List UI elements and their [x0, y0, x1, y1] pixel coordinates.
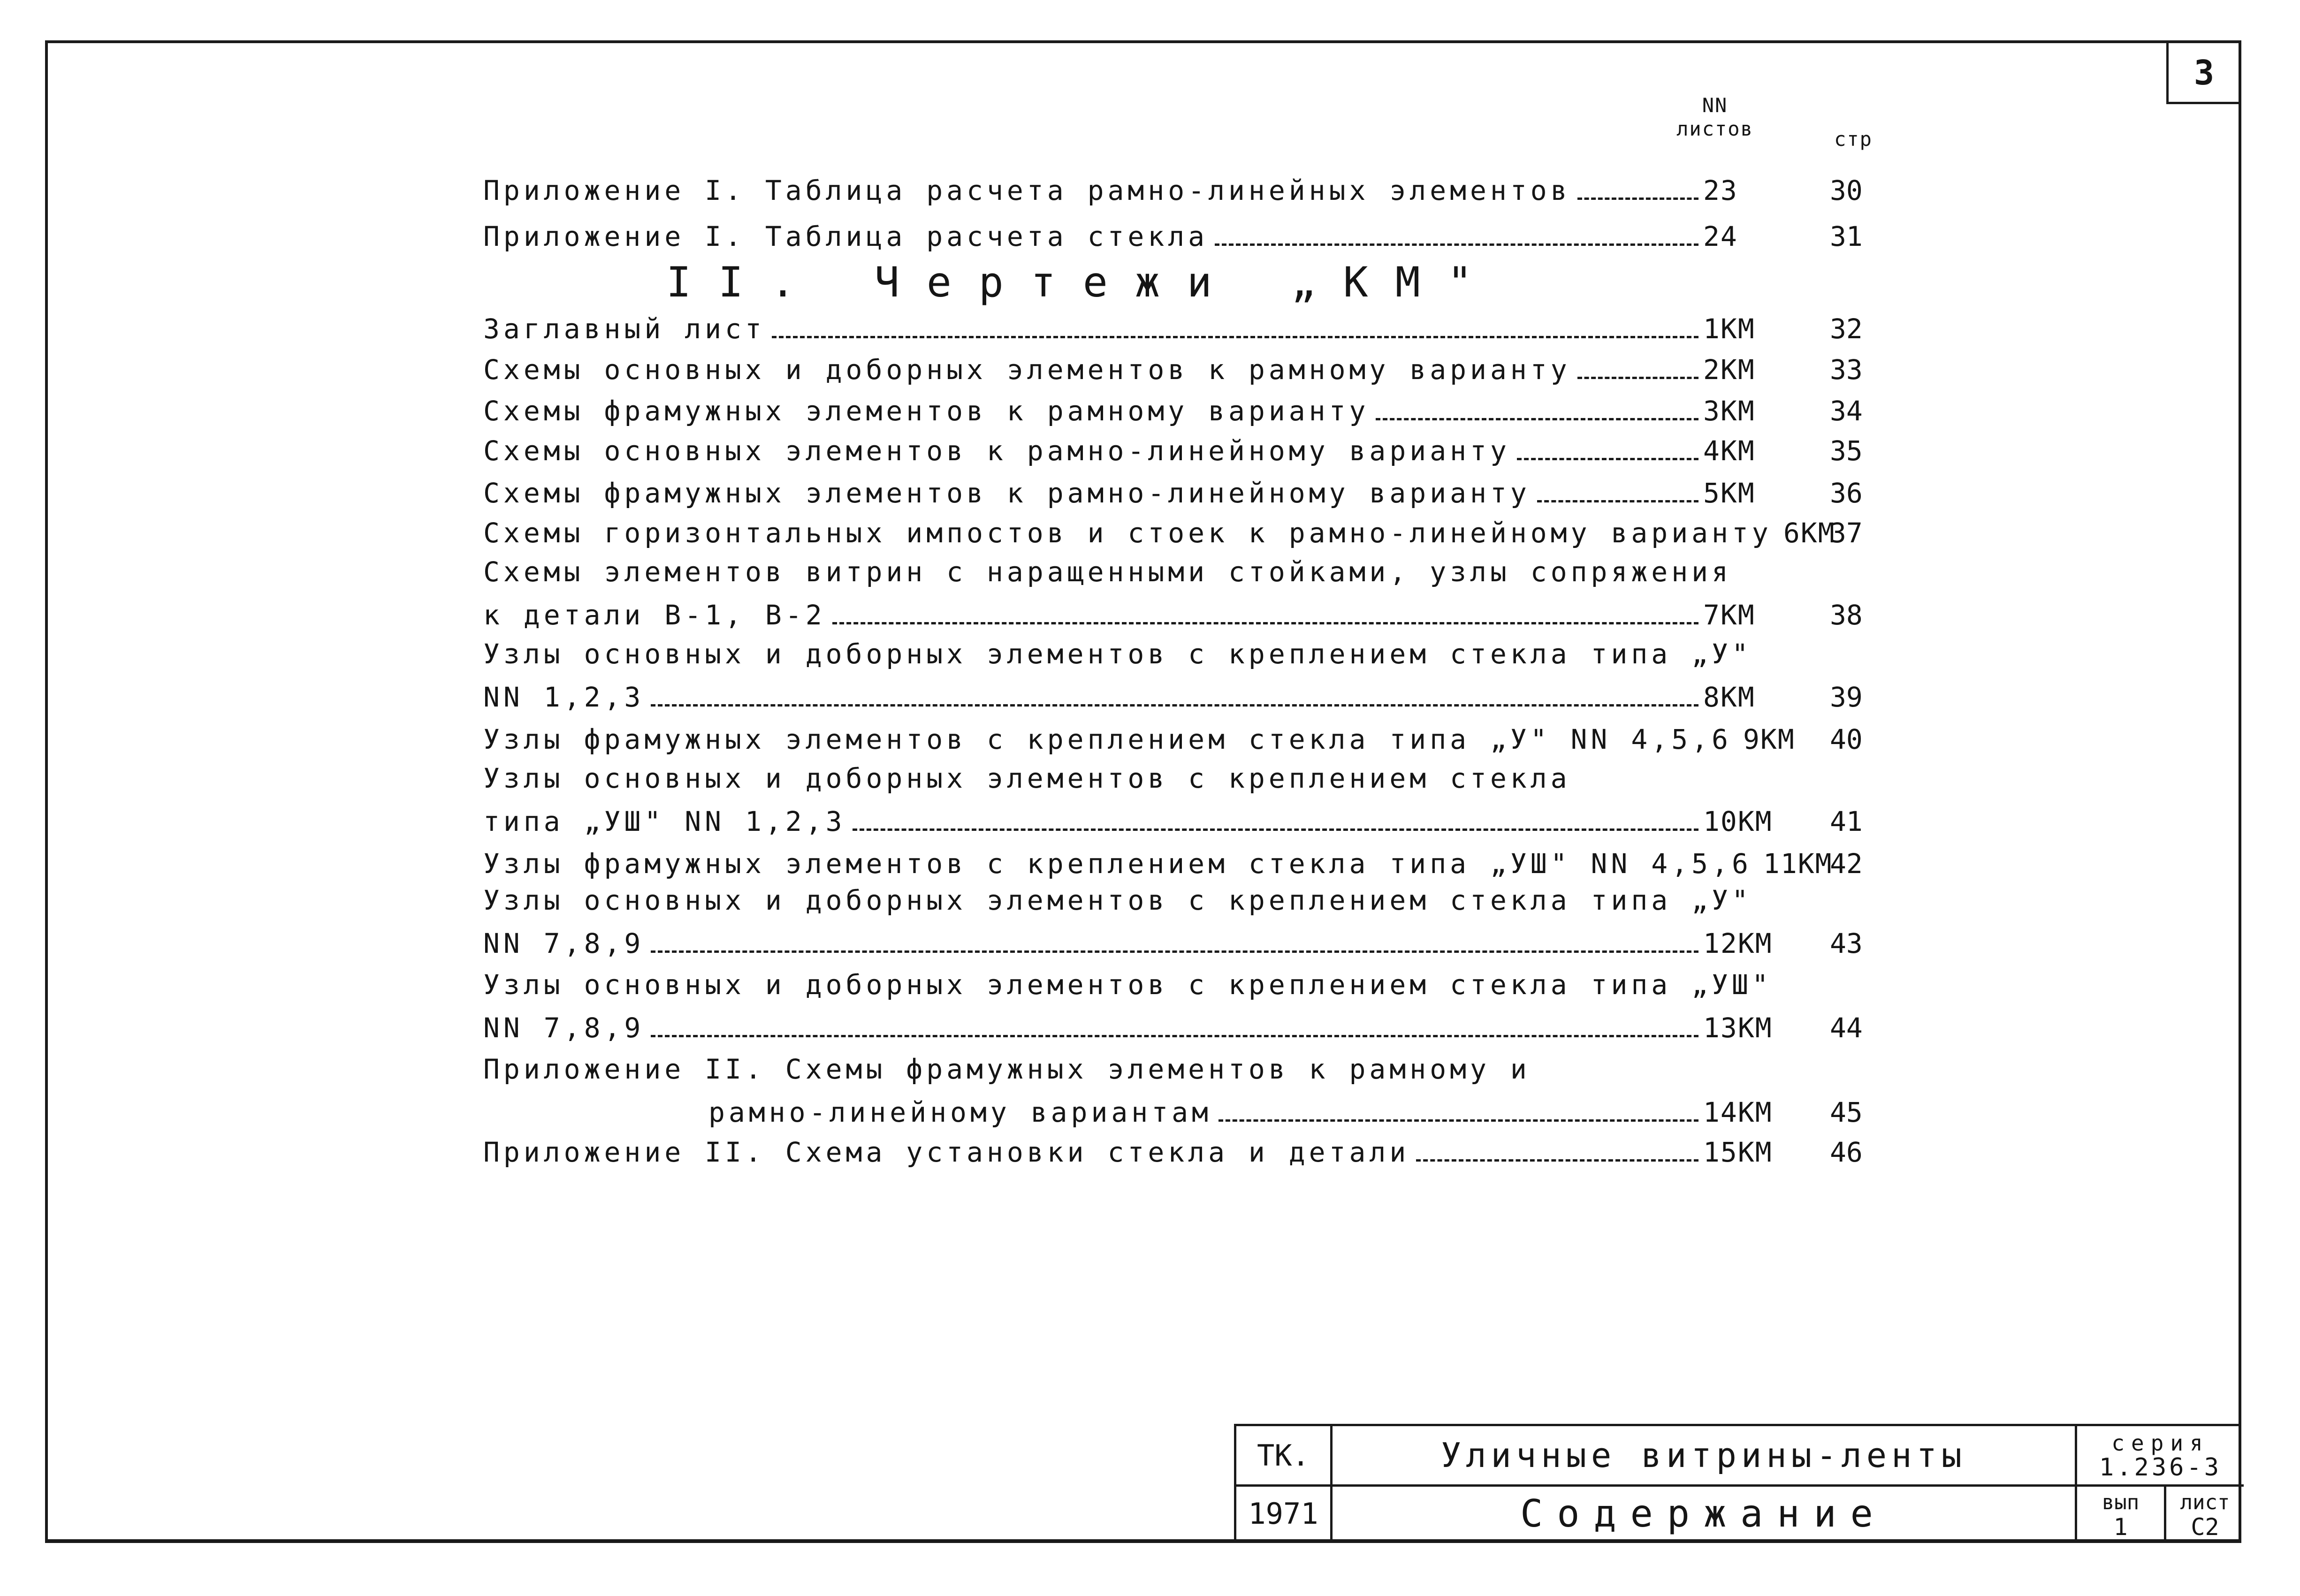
series-value: 1.236-3	[2099, 1453, 2222, 1482]
toc-entry	[483, 169, 1863, 206]
toc-entry-page: 36	[1830, 477, 1863, 509]
toc-entry-page: 30	[1830, 175, 1863, 206]
toc-entry	[483, 471, 1863, 509]
toc-entry-title: Приложение II. Схема установки стекла и детали	[483, 1136, 1410, 1168]
toc-entry	[483, 1131, 1863, 1168]
toc-entry	[483, 556, 1863, 631]
toc-entry	[483, 884, 1863, 959]
toc-entry-page: 42	[1830, 848, 1863, 880]
toc-entry	[483, 307, 1863, 345]
toc-entry-page: 41	[1830, 806, 1863, 837]
toc-leader	[832, 622, 1698, 624]
toc-entry-sheet: 8КМ	[1703, 681, 1755, 713]
toc-entry	[483, 1053, 1863, 1128]
toc-entry-sheet: 9КМ	[1743, 723, 1795, 755]
toc-leader	[1577, 198, 1698, 200]
toc-entry-title-line1: Узлы основных и доборных элементов с креплением стекла	[483, 762, 1571, 794]
toc-leader	[1517, 458, 1698, 460]
toc-entry	[483, 762, 1863, 837]
toc-entry-title: Схемы фрамужных элементов к рамному варианту	[483, 395, 1370, 427]
toc-entry-sheet: 5КМ	[1703, 477, 1755, 509]
toc-leader	[853, 828, 1698, 831]
toc-entry-page: 40	[1830, 723, 1863, 755]
toc-entry-title: типа „УШ" NN 1,2,3	[483, 806, 846, 837]
toc-entry-sheet: 6КМ	[1783, 517, 1835, 549]
toc-leader	[651, 704, 1698, 707]
toc-entry-page: 43	[1830, 927, 1863, 959]
toc-entry-sheet: 1КМ	[1703, 313, 1755, 345]
toc-entry-title: Приложение I. Таблица расчета стекла	[483, 220, 1209, 252]
title-block-doc-title: Содержание	[1520, 1492, 1887, 1535]
toc-entry-sheet: 10КМ	[1703, 806, 1773, 837]
sheet-label: лист	[2180, 1490, 2230, 1514]
toc-entry	[483, 718, 1863, 755]
toc-entry-page: 45	[1830, 1096, 1863, 1128]
toc-entry-sheet: 24	[1703, 220, 1738, 252]
toc-entry-title-line1: Схемы элементов витрин с наращенными стойками, узлы сопряжения	[483, 556, 1732, 588]
title-block-series	[2077, 1426, 2244, 1484]
issue-label: вып	[2102, 1490, 2140, 1514]
toc-entry-title: NN 7,8,9	[483, 927, 645, 959]
toc-leader	[1416, 1159, 1698, 1162]
toc-entry	[483, 842, 1863, 880]
toc-entry-page: 46	[1830, 1136, 1863, 1168]
toc-entry-page: 31	[1830, 220, 1863, 252]
toc-entry-title: NN 7,8,9	[483, 1012, 645, 1044]
toc-entry	[483, 638, 1863, 713]
toc-entry-sheet: 2КМ	[1703, 354, 1755, 386]
toc-entry	[483, 389, 1863, 427]
toc-entry-title: Схемы горизонтальных импостов и стоек к рамно-линейному варианту	[483, 517, 1772, 549]
title-block-project: Уличные витрины-ленты	[1440, 1436, 1967, 1475]
toc-entry-sheet: 13КМ	[1703, 1012, 1773, 1044]
toc-entry-title: Узлы фрамужных элементов с креплением стекла типа „У" NN 4,5,6	[483, 723, 1732, 755]
toc-entry-page: 44	[1830, 1012, 1863, 1044]
title-block-issue	[2077, 1487, 2164, 1543]
toc-entry	[483, 429, 1863, 467]
toc-entry-title-line1: Приложение II. Схемы фрамужных элементов к рамному и	[483, 1053, 1531, 1085]
series-label: серия	[2111, 1430, 2209, 1456]
column-header-sheets	[1675, 94, 1755, 141]
toc-leader	[1215, 243, 1698, 246]
toc-entry-page: 34	[1830, 395, 1863, 427]
toc-entry-title: Приложение I. Таблица расчета рамно-линейных элементов	[483, 175, 1571, 206]
toc-entry-sheet: 14КМ	[1703, 1096, 1773, 1128]
column-header-sheets-nn: NN	[1702, 94, 1728, 117]
toc-entry-title: Схемы фрамужных элементов к рамно-линейному варианту	[483, 477, 1531, 509]
toc-leader	[651, 1035, 1698, 1037]
toc-entry-page: 33	[1830, 354, 1863, 386]
toc-entry-page: 35	[1830, 435, 1863, 467]
toc-entry	[483, 511, 1863, 549]
toc-entry-title-line1: Узлы основных и доборных элементов с креплением стекла типа „УШ"	[483, 969, 1772, 1001]
toc-entry-title: рамно-линейному вариантам	[708, 1096, 1212, 1128]
title-block-year: 1971	[1248, 1497, 1318, 1531]
toc-entry-sheet: 4КМ	[1703, 435, 1755, 467]
toc-entry-page: 32	[1830, 313, 1863, 345]
toc-leader	[651, 950, 1698, 953]
toc-entry-title: Узлы фрамужных элементов с креплением стекла типа „УШ" NN 4,5,6	[483, 848, 1752, 880]
toc-entry-title: Схемы основных элементов к рамно-линейному варианту	[483, 435, 1510, 467]
toc-entry-title-line1: Узлы основных и доборных элементов с креплением стекла типа „У"	[483, 638, 1752, 670]
toc-entry-title: NN 1,2,3	[483, 681, 645, 713]
toc-entry-title: к детали В-1, В-2	[483, 599, 826, 631]
section-title: II. Чертежи „КМ"	[666, 258, 1500, 306]
toc-entry-sheet: 23	[1703, 175, 1738, 206]
sheet-value: С2	[2191, 1513, 2219, 1541]
toc-entry-page: 39	[1830, 681, 1863, 713]
toc-entry-page: 37	[1830, 517, 1863, 549]
title-block	[1234, 1424, 2241, 1543]
toc-leader	[1376, 418, 1698, 420]
toc-entry-sheet: 11КМ	[1763, 848, 1833, 880]
toc-leader	[1537, 500, 1698, 502]
toc-entry-sheet: 12КМ	[1703, 927, 1773, 959]
toc-entry-title-line1: Узлы основных и доборных элементов с креплением стекла типа „У"	[483, 884, 1752, 916]
toc-leader	[1219, 1119, 1698, 1122]
toc-leader	[772, 336, 1698, 338]
column-header-sheets-label: листов	[1676, 117, 1753, 140]
toc-entry-sheet: 7КМ	[1703, 599, 1755, 631]
toc-leader	[1577, 377, 1698, 379]
toc-entry	[483, 969, 1863, 1044]
toc-entry-sheet: 15КМ	[1703, 1136, 1773, 1168]
toc-entry-title: Схемы основных и доборных элементов к рамному варианту	[483, 354, 1571, 386]
sheet-number: 3	[2166, 43, 2239, 104]
toc-entry-title: Заглавный лист	[483, 313, 765, 345]
toc-entry	[483, 215, 1863, 252]
toc-entry-sheet: 3КМ	[1703, 395, 1755, 427]
issue-value: 1	[2113, 1513, 2128, 1541]
title-block-sheet	[2166, 1487, 2244, 1543]
toc-entry	[483, 348, 1863, 386]
toc-entry-page: 38	[1830, 599, 1863, 631]
title-block-org: ТК.	[1257, 1438, 1310, 1473]
column-header-pages: стр	[1834, 128, 1873, 151]
